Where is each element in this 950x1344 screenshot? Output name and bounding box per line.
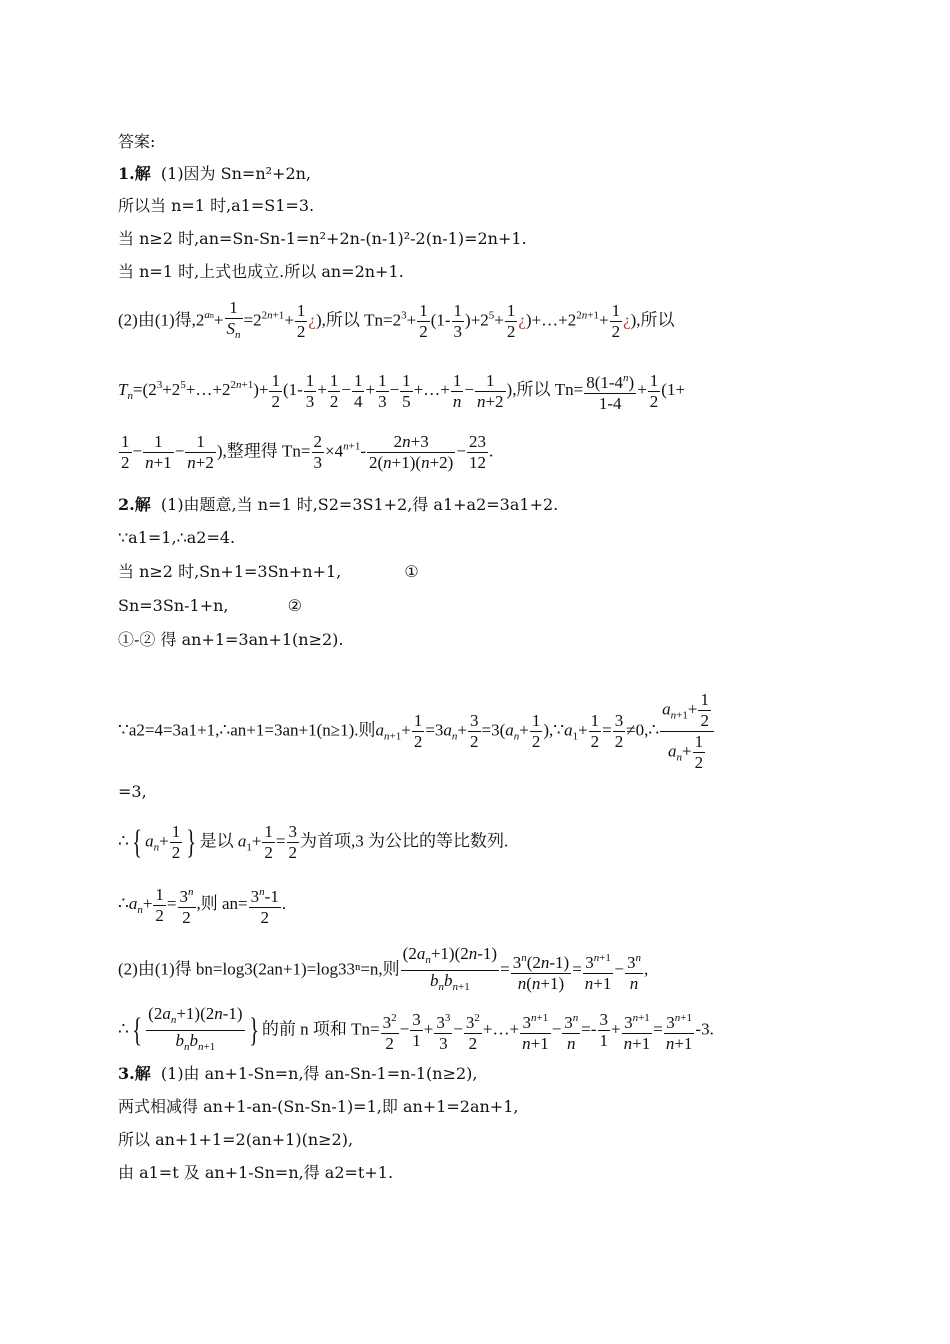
q2-line7: =3, [118, 782, 147, 801]
q1-l7-mid: ),整理得 Tn= [216, 441, 311, 461]
q1-l5-mid: ,所以 Tn= [321, 310, 393, 330]
q2-l4: Sn=3Sn-1+n, [118, 596, 229, 615]
q2-l9-mid: ,则 an= [196, 893, 248, 913]
q3-line3: 所以 an+1+1=2(an+1)(n≥2), [118, 1130, 354, 1149]
q3-line2: 两式相减得 an+1-an-(Sn-Sn-1)=1,即 an+1=2an+1, [118, 1097, 519, 1116]
equation-marker-2: ② [287, 596, 302, 615]
q3-label: 3.解 [118, 1064, 151, 1083]
q1-l5-end: ,所以 [636, 310, 675, 330]
q1-line2: 所以当 n=1 时,a1=S1=3. [118, 196, 315, 215]
q1-l5-prefix: (2)由(1)得, [118, 310, 196, 330]
q2-l3: 当 n≥2 时,Sn+1=3Sn+n+1, [118, 562, 342, 581]
q2-label: 2.解 [118, 495, 151, 514]
q2-l1: (1)由题意,当 n=1 时,S2=3S1+2,得 a1+a2=3a1+2. [160, 495, 559, 514]
q1-line3: 当 n≥2 时,an=Sn-Sn-1=n²+2n-(n-1)²-2(n-1)=2n+1. [118, 229, 527, 248]
q1-line4: 当 n=1 时,上式也成立.所以 an=2n+1. [118, 262, 404, 281]
answer-heading: 答案: [118, 132, 156, 151]
equation-marker-1: ① [404, 562, 419, 581]
q2-line11: ∴{ $(2a_n+1)(2n-1)$ $b_nb_{n+1}$ } 的前 n 项和 Tn= $\frac{3^2}{2}$ − $\frac{3}{1}$ + $\frac{3^3}{3}$ − $\frac{3^2}{2}$ +…+ $\frac{3^{n+1}}{n+1}$ − $\frac{3^n}{n}$ =- $\frac{3}{1}$ + $\frac{3^{n+1}}{n+1}$ = $\frac{3^{n+1}}{n+1}$ -3. [118, 1004, 714, 1053]
q2-line5: ①-② 得 an+1=3an+1(n≥2). [118, 630, 344, 649]
q2-line3 [118, 562, 419, 582]
q2-line9: $\therefore a_n+$ $\frac{1}{2}$ = $\frac{3^n}{2}$ ,则 an= $\frac{3^n-1}{2}$ . [118, 882, 286, 928]
q2-l8-tail: 为首项,3 为公比的等比数列. [300, 831, 509, 851]
q1-line6: $T_n=(2^3+2^5+\dots+2^{2n+1})+$ $\frac{1}{2}$ (1- $\frac{1}{3}$ + $\frac{1}{2}$ − $\frac{1}{4}$ + $\frac{1}{3}$ − $\frac{1}{5}$ +…+ $\frac{1}{n}$ − $\frac{1}{n+2}$ ),所以 Tn= $\frac{8(1-4^n)}{1-4}$ + $\frac{1}{2}$ (1+ [118, 368, 685, 414]
q3-line4: 由 a1=t 及 an+1-Sn=n,得 a2=t+1. [118, 1163, 394, 1182]
q2-l6a: ∵a2=4=3a1+1,∴an+1=3an+1(n≥1).则 [118, 720, 376, 740]
q2-line8: ∴{ $a_n+$ $\frac{1}{2}$ } 是以 $a_1+$ $\frac{1}{2}$ = $\frac{3}{2}$ 为首项,3 为公比的等比数列. [118, 822, 509, 862]
q2-l11-mid: 的前 n 项和 Tn= [261, 1019, 380, 1039]
q2-line10: (2)由(1)得 bn=log3(2an+1)=log33ⁿ=n,则 $(2a_n+1)(2n-1)$ $b_nb_{n+1}$ = $\frac{3^n(2n-1)}{n(n+1)}$ = $\frac{3^{n+1}}{n+1}$ − $\frac{3^n}{n}$ , [118, 944, 649, 993]
q1-line5: (2)由(1)得$,2^{an}+$ $\frac{1}{S_n}$ $=2^{2n+1}+$ $\frac{1}{2}$ ¿),所以 $Tn=2^3+$ $\frac{1}{2}$ (1- $\frac{1}{3}$ )$+2^5+$ $\frac{1}{2}$ ¿)$+\dots+2^{2n+1}+$ $\frac{1}{2}$ ¿),所以 [118, 298, 675, 341]
q1-l6-mid: ,所以 Tn= [512, 379, 584, 399]
q1-line7: $\frac{1}{2}$ − $\frac{1}{n+1}$ − $\frac{1}{n+2}$ ),整理得 Tn= $\frac{2}{3}$ $\times 4^{n+1}-$ $\frac{2n+3}{2(n+1)(n+2)}$ − $\frac{23}{12}$ . [121, 432, 494, 472]
q3-line1 [118, 1064, 478, 1084]
q2-l10-prefix: (2)由(1)得 bn=log3(2an+1)=log33ⁿ=n,则 [118, 959, 400, 979]
q2-line6: ∵a2=4=3a1+1,∴an+1=3an+1(n≥1).则$a_{n+1}+$ $\frac{1}{2}$ $=3a_n+$ $\frac{3}{2}$ $=3(a_n+$ $\frac{1}{2}$ )$,\because a_1+$ $\frac{1}{2}$ = $\frac{3}{2}$ ≠0,∴ $a_{n+1}+$ $\frac{1}{2}$ $a_n+$ $\frac{1}{2}$ [118, 690, 715, 773]
q1-l1: (1)因为 Sn=n²+2n, [160, 164, 312, 183]
q2-line1 [118, 495, 558, 515]
q2-line4 [118, 596, 302, 616]
q3-l1: (1)由 an+1-Sn=n,得 an-Sn-1=n-1(n≥2), [160, 1064, 478, 1083]
q1-line1 [118, 164, 311, 184]
q2-line2: ∵a1=1,∴a2=4. [118, 528, 236, 547]
q1-label: 1.解 [118, 164, 151, 183]
